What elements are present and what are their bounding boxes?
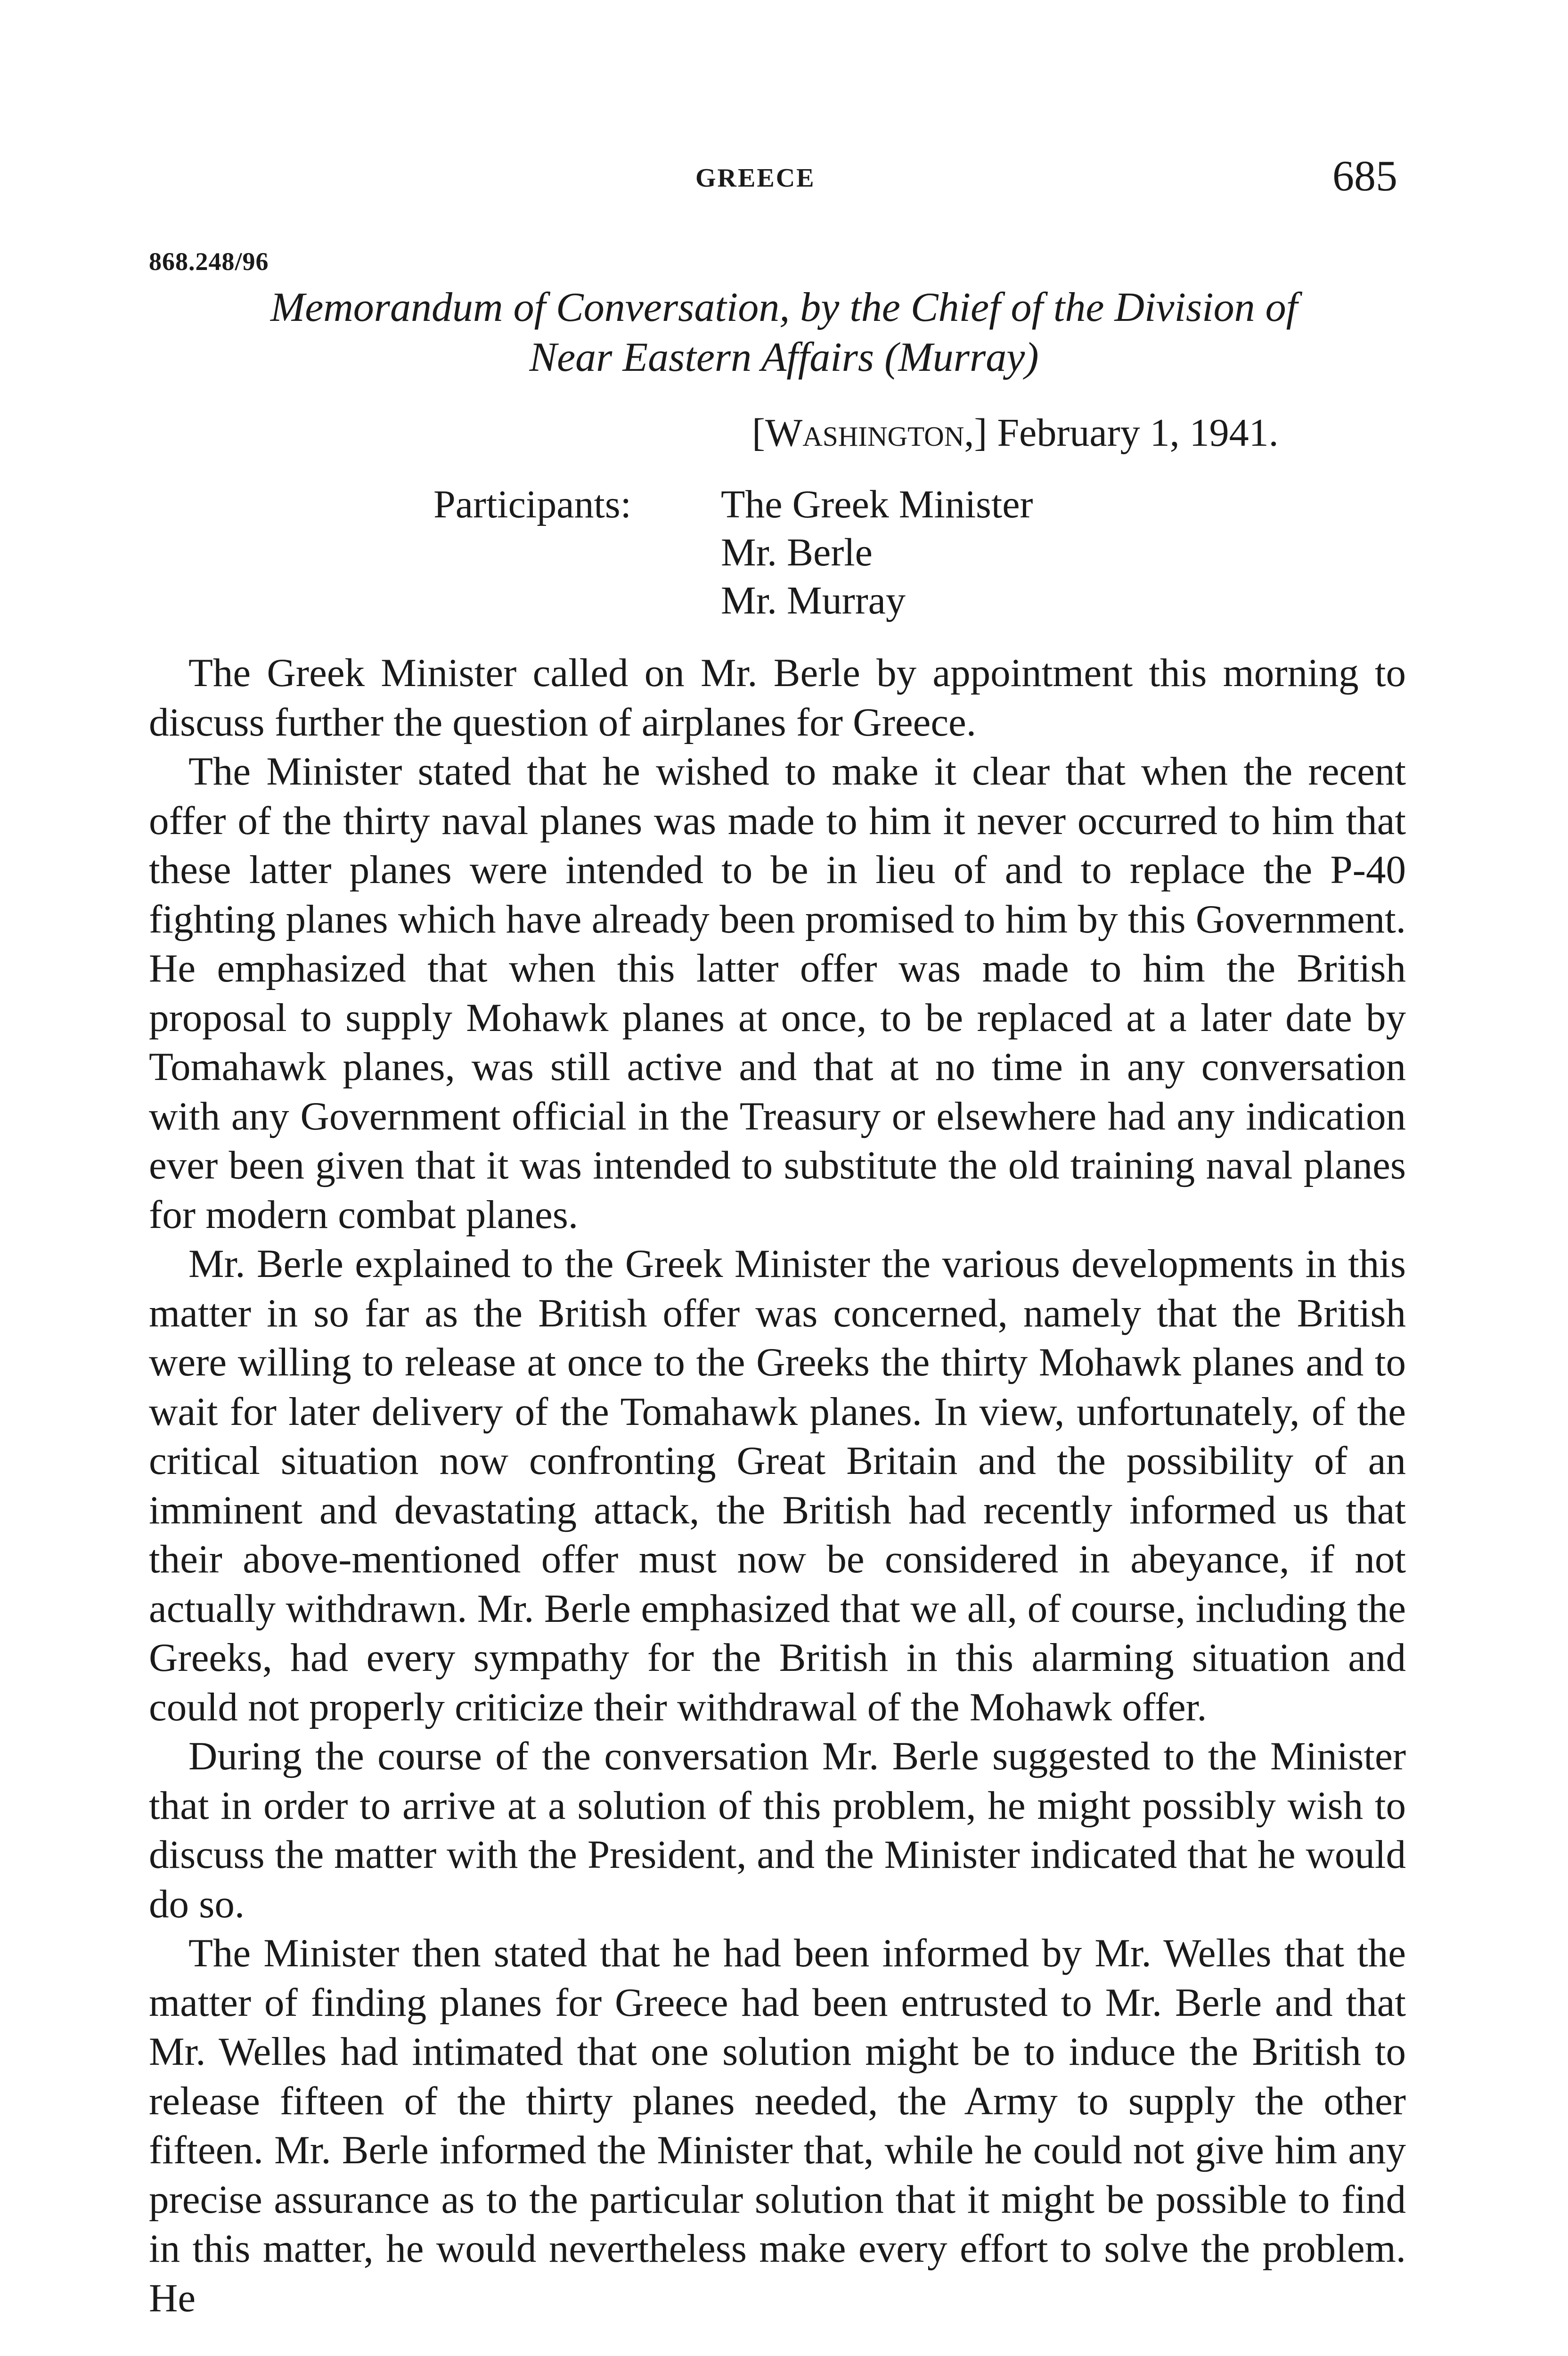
running-title: GREECE	[695, 164, 816, 193]
body-paragraph: During the course of the conversation Mr. Berle suggested to the Minister that in order to arrive at a solution of this problem, he might possibly wish to discuss the matter with the President, and the Minister indicated that he would do so.	[149, 1734, 1406, 1926]
body-paragraph: Mr. Berle explained to the Greek Minister the various developments in this matter in so far as the British offer was concerned, namely that the British were willing to release at once to the Greeks the thirty Mohawk planes and to wait for later delivery of the Tomahawk planes. In view, unfortunately, of the critical situation now confronting Great Britain and the possibility of an imminent and devastating attack, the British had recently informed us that their above-mentioned offer must now be considered in abeyance, if not actually withdrawn. Mr. Berle emphasized that we all, of course, including the Greeks, had every sympathy for the British in this alarming situation and could not properly criticize their withdrawal of the Mohawk offer.	[149, 1242, 1406, 1729]
dateline-date: February 1, 1941.	[997, 411, 1279, 455]
dateline	[752, 410, 1279, 456]
participant-name: Mr. Murray	[721, 579, 906, 622]
document-title-line-2: Near Eastern Affairs (Murray)	[529, 335, 1039, 380]
participant-name: The Greek Minister	[721, 483, 1033, 526]
participants-label: Participants:	[433, 483, 631, 526]
document-title	[155, 283, 1413, 383]
participants-list	[721, 481, 1033, 625]
dateline-open-bracket: [	[752, 411, 765, 455]
page-number: 685	[1332, 152, 1397, 200]
body-paragraph: The Minister then stated that he had been informed by Mr. Welles that the matter of finding planes for Greece had been entrusted to Mr. Berle and that Mr. Welles had intimated that one solution might be to induce the British to release fifteen of the thirty planes needed, the Army to supply the other fifteen. Mr. Berle informed the Minister that, while he could not give him any precise assurance as to the particular solution that it might be possible to find in this matter, he would nevertheless make every effort to solve the problem. He	[149, 1931, 1406, 2320]
file-number: 868.248/96	[149, 247, 269, 276]
dateline-close-bracket: ,]	[964, 411, 988, 455]
participant-name: Mr. Berle	[721, 531, 873, 574]
document-title-line-1: Memorandum of Conversation, by the Chief of the Division of	[270, 285, 1298, 330]
body-paragraph: The Greek Minister called on Mr. Berle by appointment this morning to discuss further the question of airplanes for Greece.	[149, 651, 1406, 744]
dateline-place: Washington	[765, 411, 964, 455]
body-paragraph: The Minister stated that he wished to make it clear that when the recent offer of the thirty naval planes was made to him it never occurred to him that these latter planes were intended to be in lieu of and to replace the P-40 fighting planes which have already been promised to him by this Government. He emphasized that when this latter offer was made to him the British proposal to supply Mohawk planes at once, to be replaced at a later date by Tomahawk planes, was still active and that at no time in any conversation with any Government official in the Treasury or elsewhere had any indication ever been given that it was intended to substitute the old training naval planes for modern combat planes.	[149, 749, 1406, 1237]
memorandum-body	[149, 648, 1406, 2323]
